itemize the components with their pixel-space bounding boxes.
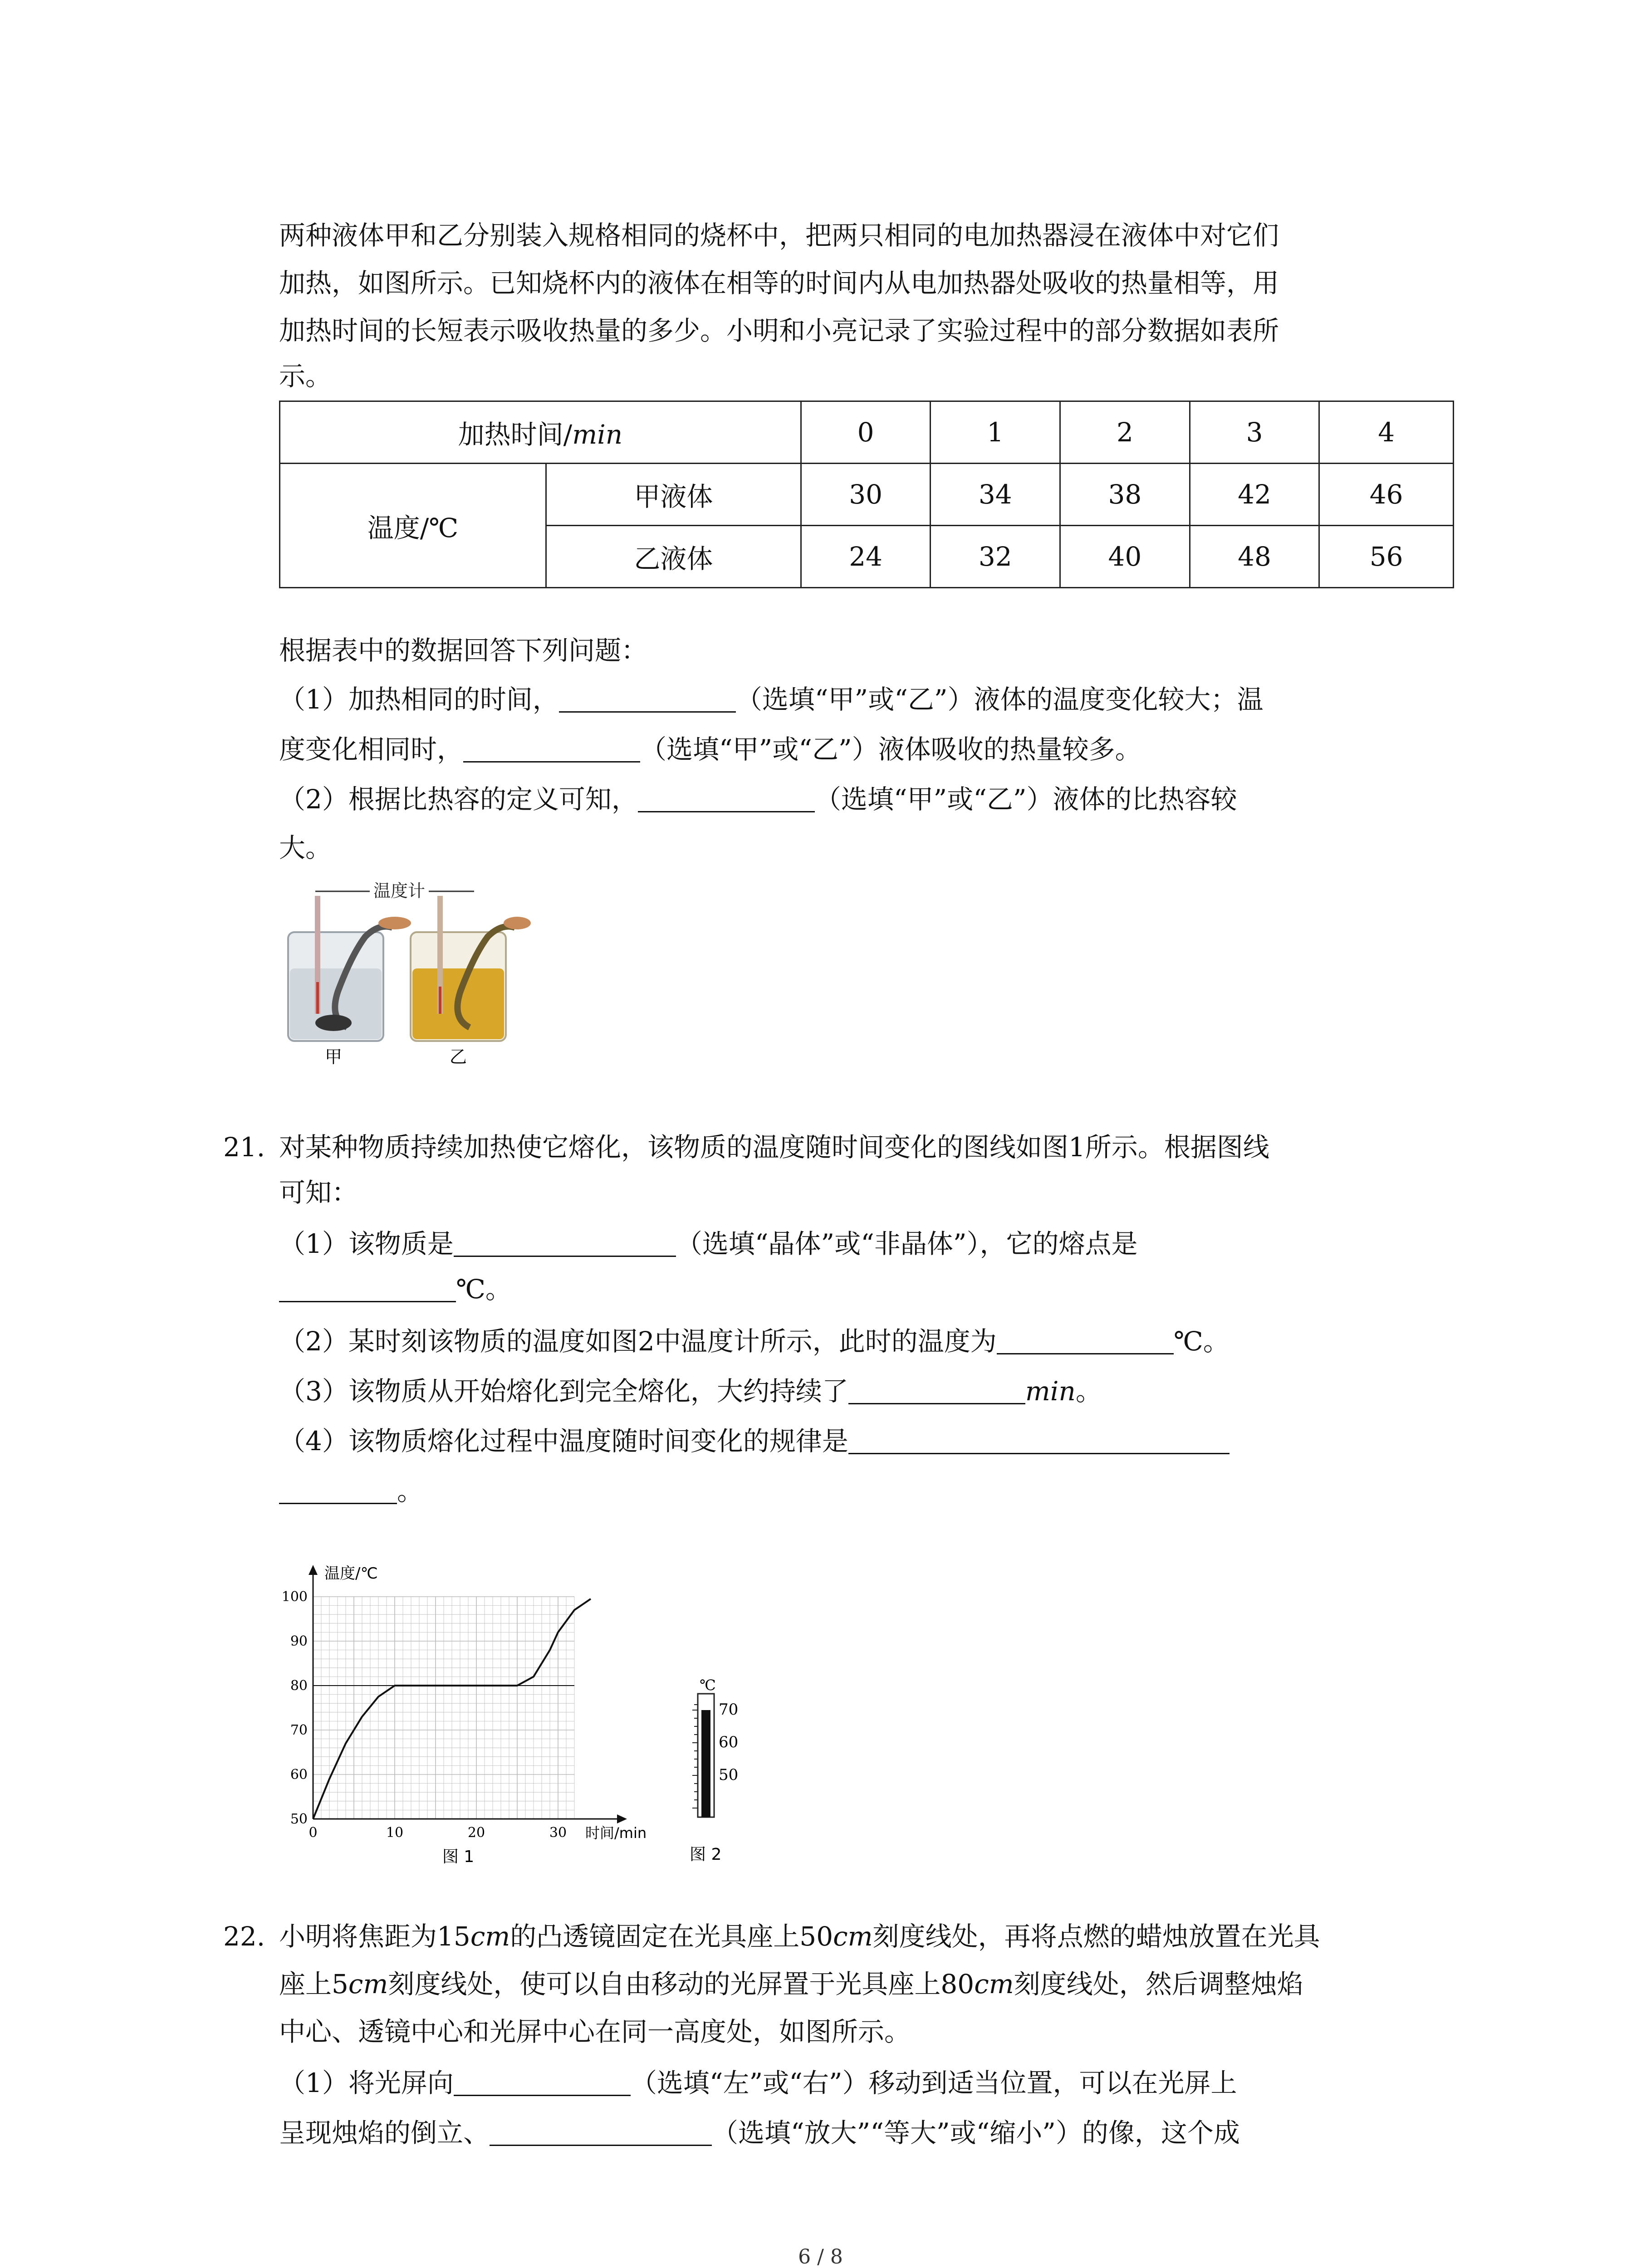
table-cell: 38: [1060, 464, 1190, 526]
beaker-yi: [411, 896, 531, 1041]
text: （2）根据比热容的定义可知，: [279, 784, 638, 815]
answer-blank[interactable]: [997, 1327, 1174, 1354]
figure-2-caption: 图 2: [690, 1845, 722, 1864]
beaker-jia: [288, 896, 411, 1041]
text: 座上5: [279, 1969, 348, 1999]
answer-blank[interactable]: [463, 735, 640, 763]
text: 度变化相同时，: [279, 734, 464, 765]
q20-intro-line-2: 加热，如图所示。已知烧杯内的液体在相等的时间内从电加热器处吸收的热量相等，用: [279, 268, 1279, 298]
q20-intro-line-4: 示。: [279, 361, 332, 391]
q22-part1-line2: [279, 2118, 1240, 2146]
text: 。: [397, 1476, 424, 1506]
melting-chart: [272, 1560, 658, 1869]
table-cell: 56: [1319, 526, 1454, 588]
answer-blank[interactable]: [279, 1476, 397, 1504]
text: （选填“甲”或“乙”）液体的温度变化较大；温: [735, 684, 1264, 715]
q20-prompt: 根据表中的数据回答下列问题：: [279, 635, 648, 666]
x-tick-label: 20: [467, 1825, 485, 1841]
q21-part2: [279, 1326, 1230, 1357]
thermometer-liquid: [701, 1710, 710, 1817]
text: （选填“甲”或“乙”）液体的比热容较: [814, 784, 1237, 815]
q21-part4-line1: [279, 1426, 1230, 1457]
chart-grid: [313, 1597, 574, 1819]
q21-line-2: 可知：: [279, 1177, 358, 1208]
q22-line-2: [279, 1971, 1303, 1997]
row-label: 乙液体: [546, 526, 801, 588]
page-number: 6 / 8: [798, 2245, 843, 2268]
q21-line-1: 对某种物质持续加热使它熔化，该物质的温度随时间变化的图线如图1所示。根据图线: [279, 1132, 1269, 1163]
answer-blank[interactable]: [279, 1275, 456, 1302]
q20-part2-line2: 大。: [279, 832, 332, 863]
y-axis-label: 温度/℃: [324, 1564, 378, 1583]
x-tick-label: 10: [386, 1825, 404, 1841]
q21-number: 21.: [223, 1132, 265, 1163]
answer-blank[interactable]: [559, 685, 736, 713]
unit-text: min: [1025, 1376, 1076, 1407]
q21-part3: [279, 1376, 1102, 1407]
figure-1-caption: 图 1: [442, 1848, 475, 1866]
y-axis-arrow: [309, 1565, 318, 1575]
q20-intro-line-3: 加热时间的长短表示吸收热量的多少。小明和小亮记录了实验过程中的部分数据如表所: [279, 315, 1279, 346]
q20-part1-line2: [279, 735, 1141, 763]
beaker-label-jia: 甲: [324, 1047, 343, 1067]
q21-part1-line1: [279, 1229, 1138, 1257]
q20-intro-line-1: 两种液体甲和乙分别装入规格相同的烧杯中，把两只相同的电加热器浸在液体中对它们: [279, 220, 1279, 251]
table-cell: 42: [1190, 464, 1319, 526]
text: 刻度线处，再将点燃的蜡烛放置在光具: [872, 1921, 1320, 1952]
thermometer-label: 温度计: [373, 881, 426, 901]
text: （3）该物质从开始熔化到完全熔化，大约持续了: [279, 1376, 848, 1407]
text: ℃。: [1173, 1326, 1230, 1357]
y-tick-label: 90: [290, 1633, 308, 1649]
y-tick-label: 100: [281, 1589, 308, 1605]
text: （选填“甲”或“乙”）液体吸收的热量较多。: [640, 734, 1141, 765]
unit-text: cm: [470, 1921, 510, 1952]
time-cell: 2: [1060, 401, 1190, 464]
header-unit: min: [572, 419, 623, 450]
table-cell: 48: [1190, 526, 1319, 588]
q20-part1-line1: [279, 685, 1264, 713]
header-label: 加热时间/: [458, 419, 573, 450]
y-tick-label: 70: [290, 1722, 308, 1738]
text: 。: [1075, 1376, 1102, 1407]
text: ℃。: [456, 1274, 512, 1305]
text: （选填“放大”“等大”或“缩小”）的像，这个成: [712, 2117, 1240, 2148]
unit-text: cm: [348, 1969, 388, 1999]
text: （1）该物质是: [279, 1228, 454, 1259]
answer-blank[interactable]: [454, 2068, 631, 2096]
chart-tick-labels: [282, 1589, 567, 1841]
q22-line-1: [279, 1923, 1320, 1950]
text: （1）加热相同的时间，: [279, 684, 559, 715]
heating-data-table: [279, 401, 1454, 588]
beaker-figure: [279, 878, 533, 1068]
text: 刻度线处，使可以自由移动的光屏置于光具座上80: [388, 1969, 975, 1999]
q22-number: 22.: [223, 1921, 265, 1952]
x-tick-label: 30: [549, 1825, 567, 1841]
text: 小明将焦距为15: [279, 1921, 470, 1952]
q21-part1-line2: [279, 1274, 512, 1305]
row-label: 甲液体: [546, 464, 801, 526]
time-cell: 1: [931, 401, 1060, 464]
text: （2）某时刻该物质的温度如图2中温度计所示，此时的温度为: [279, 1326, 997, 1357]
answer-blank[interactable]: [454, 1229, 676, 1257]
table-cell: 34: [931, 464, 1060, 526]
time-cell: 3: [1190, 401, 1319, 464]
text: 的凸透镜固定在光具座上50: [510, 1921, 833, 1952]
thermometer-tick-70: 70: [719, 1701, 739, 1719]
x-axis-label: 时间/min: [585, 1824, 647, 1842]
text: 呈现烛焰的倒立、: [279, 2117, 490, 2148]
beaker-label-yi: 乙: [449, 1047, 467, 1067]
x-tick-label: 0: [309, 1825, 318, 1841]
time-cell: 4: [1319, 401, 1454, 464]
chart-axes: [309, 1565, 627, 1823]
q22-line-3: 中心、透镜中心和光屏中心在同一高度处，如图所示。: [279, 2016, 911, 2047]
temperature-group-label: 温度/℃: [280, 464, 546, 588]
table-header-row: [280, 401, 1454, 464]
table-cell: 30: [801, 464, 931, 526]
text: （4）该物质熔化过程中温度随时间变化的规律是: [279, 1426, 848, 1457]
thermometer-scale: [692, 1705, 698, 1808]
y-tick-label: 80: [290, 1678, 308, 1694]
table-header-cell: [280, 401, 801, 464]
thermometer-unit: ℃: [700, 1677, 716, 1694]
table-cell: 46: [1319, 464, 1454, 526]
answer-blank[interactable]: [848, 1377, 1025, 1404]
time-cell: 0: [801, 401, 931, 464]
text: （选填“晶体”或“非晶体”），它的熔点是: [676, 1228, 1138, 1259]
q20-part2-line1: [279, 784, 1237, 815]
text: （选填“左”或“右”）移动到适当位置，可以在光屏上: [630, 2068, 1237, 2098]
answer-blank[interactable]: [490, 2118, 712, 2146]
y-tick-label: 60: [290, 1767, 308, 1783]
answer-blank[interactable]: [638, 785, 815, 812]
thermometer-tick-60: 60: [719, 1733, 739, 1751]
table-row: [280, 464, 1454, 526]
q22-part1-line1: [279, 2068, 1237, 2096]
unit-text: cm: [974, 1969, 1014, 1999]
table-cell: 40: [1060, 526, 1190, 588]
x-axis-arrow: [617, 1814, 627, 1823]
table-cell: 24: [801, 526, 931, 588]
text: 刻度线处，然后调整烛焰: [1014, 1969, 1303, 1999]
unit-text: cm: [833, 1921, 873, 1952]
thermometer-figure: [681, 1674, 771, 1864]
y-tick-label: 50: [290, 1811, 308, 1827]
text: （1）将光屏向: [279, 2068, 454, 2098]
thermometer-tick-50: 50: [719, 1766, 739, 1784]
answer-blank[interactable]: [848, 1427, 1230, 1454]
table-cell: 32: [931, 526, 1060, 588]
q21-part4-line2: [279, 1476, 423, 1504]
